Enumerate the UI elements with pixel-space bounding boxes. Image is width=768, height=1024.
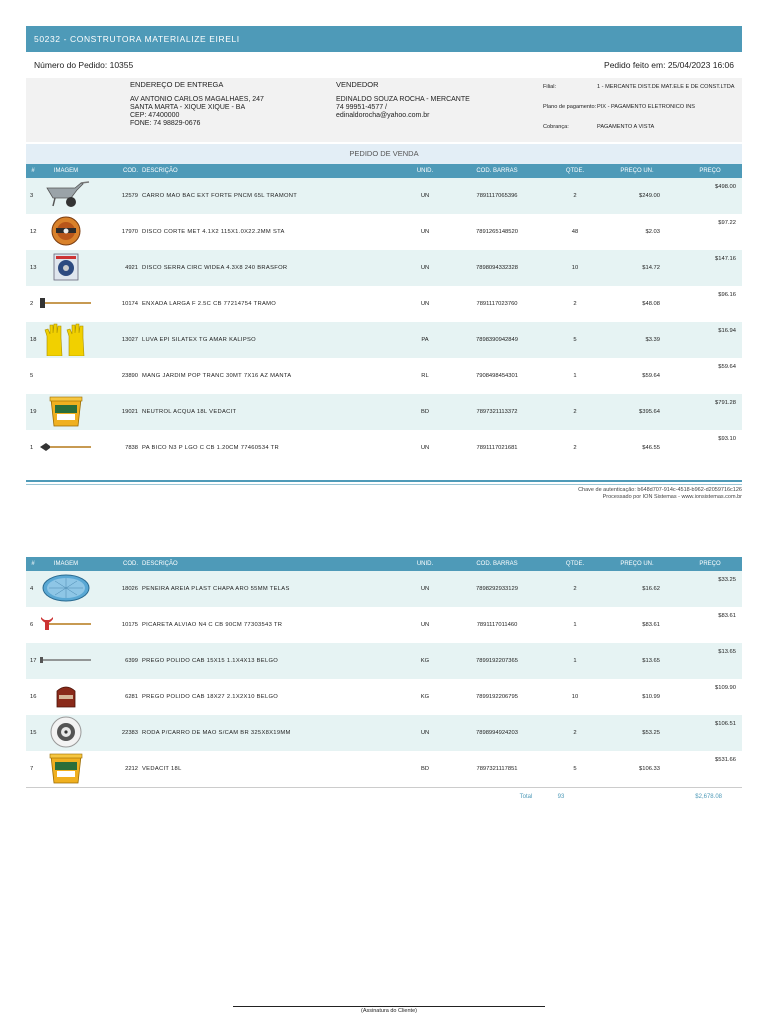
product-barcode: 7898390942849	[440, 322, 554, 358]
product-unit: KG	[420, 694, 430, 700]
order-number: Número do Pedido: 10355	[34, 60, 134, 70]
product-unit: UN	[420, 622, 430, 628]
product-description: DISCO SERRA CIRC WIDEA 4.3X8 240 BRASFOR	[142, 250, 410, 286]
col-cod: COD.	[92, 164, 142, 178]
product-code: 7838	[125, 445, 138, 451]
col-price: PREÇO	[678, 557, 742, 571]
seller-heading: VENDEDOR	[336, 80, 379, 89]
product-quantity: 2	[573, 301, 577, 307]
product-quantity: 48	[571, 229, 579, 235]
product-image	[40, 751, 92, 787]
product-quantity: 1	[554, 643, 596, 679]
product-quantity: 2	[573, 445, 577, 451]
product-price: $97.22	[718, 220, 736, 226]
product-barcode: 7891265148520	[476, 229, 518, 235]
col-desc: DESCRIÇÃO	[142, 164, 410, 178]
product-unit: PA	[410, 322, 440, 358]
product-unit-price: $3.39	[596, 322, 678, 358]
row-number: 12	[30, 229, 37, 235]
product-description: ENXADA LARGA F 2.5C CB 77214754 TRAMO	[142, 301, 277, 307]
col-qty: QTDE.	[554, 557, 596, 571]
seller-line: edinaldorocha@yahoo.com.br	[336, 112, 430, 119]
signature-line: (Assinatura do Cliente)	[233, 1006, 545, 1014]
product-unit: UN	[410, 178, 440, 214]
product-code: 10175	[121, 622, 138, 628]
product-code: 19021	[92, 394, 142, 430]
product-barcode: 7891117065396	[440, 178, 554, 214]
table-row	[26, 430, 742, 466]
product-barcode: 7891117011460	[476, 622, 518, 628]
col-barcode: COD. BARRAS	[440, 164, 554, 178]
product-quantity: 2	[554, 715, 596, 751]
product-description: DISCO CORTE MET 4.1X2 115X1.0X22.2MM STA	[142, 229, 285, 235]
product-description: RODA P/CARRO DE MAO S/CAM BR 325X8X19MM	[142, 715, 410, 751]
product-description: CARRO MAO BAC EXT FORTE PNCM 65L TRAMONT	[142, 178, 410, 214]
items-table-1	[26, 164, 742, 466]
product-unit: UN	[420, 445, 430, 451]
col-qty: QTDE.	[554, 164, 596, 178]
wheelbarrow-icon	[41, 180, 91, 212]
filial-row	[543, 84, 742, 90]
cutting-disc-icon	[44, 216, 88, 248]
product-description: NEUTROL ACQUA 18L VEDACIT	[142, 394, 410, 430]
table-row	[26, 358, 742, 394]
plano-value: PIX - PAGAMENTO ELETRONICO INS	[597, 104, 696, 110]
table-row	[26, 715, 742, 751]
pickaxe-icon	[40, 614, 92, 636]
product-code: 10174	[121, 301, 138, 307]
table-row	[26, 571, 742, 607]
product-image	[40, 178, 92, 214]
seller-line: EDINALDO SOUZA ROCHA - MERCANTE	[336, 96, 470, 103]
product-price: $791.28	[678, 394, 742, 430]
col-image: IMAGEM	[40, 164, 92, 178]
product-barcode: 7898094332328	[440, 250, 554, 286]
product-unit: BD	[410, 394, 440, 430]
wheel-icon	[49, 715, 83, 751]
table-row	[26, 322, 742, 358]
product-quantity: 2	[554, 178, 596, 214]
product-code: 4921	[92, 250, 142, 286]
table-row	[26, 250, 742, 286]
row-number: 1	[30, 445, 34, 451]
product-quantity: 2	[554, 394, 596, 430]
product-description: LUVA EPI SILATEX TG AMAR KALIPSO	[142, 322, 410, 358]
product-code: 22383	[92, 715, 142, 751]
items-table-2	[26, 557, 742, 787]
nail-icon	[40, 655, 92, 667]
plano-label: Plano de pagamento:	[543, 104, 597, 110]
total-qty: 93	[557, 793, 565, 800]
product-price: $109.90	[715, 685, 736, 691]
total-value: $2,678.08	[695, 793, 722, 800]
product-description: MANG JARDIM POP TRANC 30MT 7X16 AZ MANTA	[142, 373, 292, 379]
product-barcode: 7897321113372	[440, 394, 554, 430]
cobranca-label: Cobrança:	[543, 124, 569, 130]
product-unit-price: $46.55	[642, 445, 660, 451]
row-number: 13	[26, 250, 40, 286]
table-header	[26, 557, 742, 571]
col-unit-price: PREÇO UN.	[596, 164, 678, 178]
product-code: 12579	[92, 178, 142, 214]
product-code: 17970	[121, 229, 138, 235]
hoe-icon	[40, 296, 92, 312]
row-number: 2	[30, 301, 34, 307]
product-image	[40, 430, 92, 466]
product-price: $16.94	[678, 322, 742, 358]
seller-info	[336, 80, 470, 120]
product-unit: UN	[410, 715, 440, 751]
col-price: PREÇO	[678, 164, 742, 178]
row-number: 16	[30, 694, 37, 700]
filial-label: Filial:	[543, 84, 557, 90]
product-description: PREGO POLIDO CAB 15X15 1.1X4X13 BELGO	[142, 643, 410, 679]
table-row	[26, 178, 742, 214]
table-row	[26, 643, 742, 679]
product-price: $59.64	[718, 364, 736, 370]
product-price: $531.66	[715, 757, 736, 763]
product-quantity: 10	[554, 250, 596, 286]
product-unit-price: $10.99	[642, 694, 660, 700]
authentication	[26, 487, 742, 501]
order-document	[26, 26, 742, 805]
saw-disc-icon	[51, 252, 81, 284]
nail-pack-icon	[51, 681, 81, 713]
product-image	[40, 214, 92, 250]
product-description: PICARETA ALVIAO N4 C CB 90CM 77303543 TR	[142, 622, 283, 628]
col-cod: COD.	[92, 557, 142, 571]
col-unit-price: PREÇO UN.	[596, 557, 678, 571]
order-line	[26, 52, 742, 78]
product-image	[40, 250, 92, 286]
product-unit-price: $106.33	[639, 766, 660, 772]
product-unit-price: $83.61	[642, 622, 660, 628]
product-price: $96.16	[718, 292, 736, 298]
product-code: 13027	[92, 322, 142, 358]
delivery-heading: ENDEREÇO DE ENTREGA	[130, 80, 224, 89]
product-unit-price: $53.25	[596, 715, 678, 751]
row-number: 15	[26, 715, 40, 751]
sieve-icon	[41, 571, 91, 607]
product-image	[40, 607, 92, 643]
product-image	[40, 358, 92, 394]
col-desc: DESCRIÇÃO	[142, 557, 410, 571]
delivery-line: CEP: 47400000	[130, 112, 180, 119]
product-description: PENEIRA AREIA PLAST CHAPA ARO 55MM TELAS	[142, 571, 410, 607]
product-code: 2212	[125, 766, 138, 772]
product-price: $106.51	[678, 715, 742, 751]
product-unit-price: $2.03	[645, 229, 660, 235]
product-unit: BD	[420, 766, 430, 772]
product-unit: UN	[420, 301, 430, 307]
product-price: $83.61	[718, 613, 736, 619]
bucket-icon	[46, 394, 86, 430]
product-barcode: 7908498454301	[476, 373, 518, 379]
product-description: VEDACIT 18L	[142, 766, 182, 772]
product-unit-price: $16.62	[596, 571, 678, 607]
product-quantity: 5	[554, 322, 596, 358]
product-image	[40, 394, 92, 430]
seller-line: 74 99951-4577 /	[336, 104, 387, 111]
row-number: 4	[26, 571, 40, 607]
product-quantity: 5	[573, 766, 577, 772]
table-row	[26, 214, 742, 250]
table-row	[26, 679, 742, 715]
row-number: 19	[26, 394, 40, 430]
product-price: $498.00	[678, 178, 742, 214]
cobranca-row	[543, 124, 742, 130]
table-header	[26, 164, 742, 178]
product-price: $33.25	[678, 571, 742, 607]
product-image	[40, 286, 92, 322]
gloves-icon	[41, 322, 91, 358]
bucket-icon	[46, 751, 86, 787]
delivery-line: AV ANTONIO CARLOS MAGALHAES, 247	[130, 96, 264, 103]
product-barcode: 7898994924203	[440, 715, 554, 751]
product-unit: RL	[421, 373, 429, 379]
product-barcode: 7898292933129	[440, 571, 554, 607]
shovel-icon	[40, 441, 92, 455]
row-number: 3	[26, 178, 40, 214]
product-barcode: 7891117023760	[476, 301, 518, 307]
total-label: Total	[519, 793, 533, 800]
processed-by: Processado por ION Sistemas - www.ionsistemas.com.br	[602, 494, 742, 500]
product-unit: KG	[410, 643, 440, 679]
cobranca-value: PAGAMENTO A VISTA	[597, 124, 655, 130]
product-unit-price: $395.64	[596, 394, 678, 430]
product-description: PREGO POLIDO CAB 18X27 2.1X2X10 BELGO	[142, 694, 279, 700]
product-image	[40, 679, 92, 715]
section-title: PEDIDO DE VENDA	[26, 144, 742, 164]
product-price: $93.10	[718, 436, 736, 442]
product-quantity: 1	[573, 373, 577, 379]
product-price: $13.65	[678, 643, 742, 679]
product-barcode: 7899192207365	[440, 643, 554, 679]
separator	[26, 480, 742, 485]
product-barcode: 7897321117851	[476, 766, 518, 772]
product-code: 6399	[92, 643, 142, 679]
delivery-line: SANTA MARTA - XIQUE XIQUE - BA	[130, 104, 246, 111]
product-unit-price: $59.64	[642, 373, 660, 379]
row-number: 5	[30, 373, 34, 379]
row-number: 7	[30, 766, 34, 772]
row-number: 17	[26, 643, 40, 679]
col-unid: UNID.	[410, 164, 440, 178]
col-num: #	[26, 164, 40, 178]
product-code: 23890	[121, 373, 138, 379]
product-unit-price: $14.72	[596, 250, 678, 286]
product-unit: UN	[410, 571, 440, 607]
product-quantity: 10	[571, 694, 579, 700]
product-barcode: 7899192206795	[476, 694, 518, 700]
filial-value: 1 - MERCANTE DIST.DE MAT.ELE E DE CONST.LTDA	[597, 84, 735, 90]
product-quantity: 1	[573, 622, 577, 628]
product-description: PA BICO N3 P LGO C CB 1.20CM 77460534 TR	[142, 445, 280, 451]
row-number: 18	[26, 322, 40, 358]
col-image: IMAGEM	[40, 557, 92, 571]
table-row	[26, 607, 742, 643]
product-image	[40, 322, 92, 358]
company-title: 50232 - CONSTRUTORA MATERIALIZE EIRELI	[26, 26, 742, 52]
col-num: #	[26, 557, 40, 571]
table-row	[26, 394, 742, 430]
table-row	[26, 286, 742, 322]
product-barcode: 7891117021681	[476, 445, 518, 451]
plano-row	[543, 104, 742, 110]
product-image	[40, 571, 92, 607]
product-unit: UN	[410, 250, 440, 286]
product-code: 6281	[125, 694, 138, 700]
product-price: $147.16	[678, 250, 742, 286]
totals-row	[26, 787, 742, 805]
product-unit-price: $249.00	[596, 178, 678, 214]
product-unit-price: $13.65	[596, 643, 678, 679]
product-code: 18026	[92, 571, 142, 607]
col-unid: UNID.	[410, 557, 440, 571]
product-unit-price: $48.08	[642, 301, 660, 307]
col-barcode: COD. BARRAS	[440, 557, 554, 571]
order-date: Pedido feito em: 25/04/2023 16:06	[604, 60, 734, 70]
product-image	[40, 715, 92, 751]
info-box	[26, 78, 742, 142]
row-number: 6	[30, 622, 34, 628]
product-unit: UN	[420, 229, 430, 235]
delivery-address	[130, 80, 264, 128]
product-quantity: 2	[554, 571, 596, 607]
payment-info	[543, 84, 742, 144]
delivery-line: FONE: 74 98829-0676	[130, 120, 201, 127]
product-image	[40, 643, 92, 679]
table-row	[26, 751, 742, 787]
auth-key: Chave de autenticação: b648d707-914c-4518-b962-d2059716c126	[578, 487, 742, 493]
